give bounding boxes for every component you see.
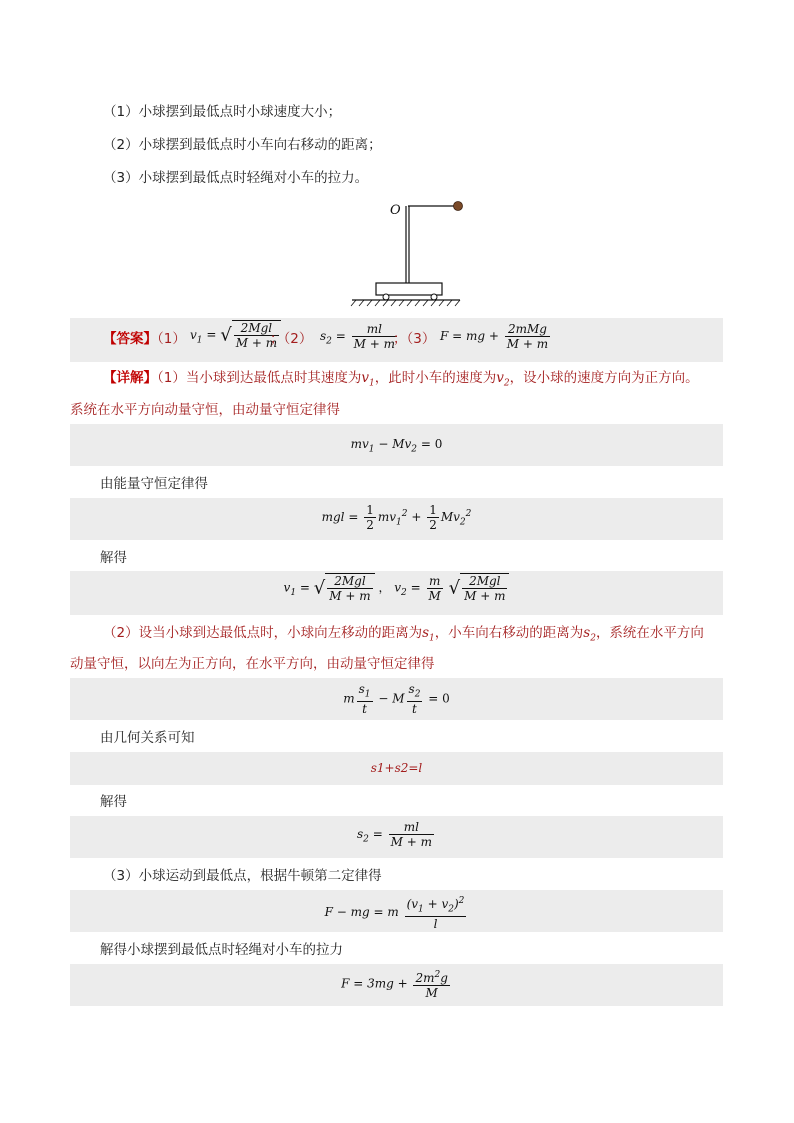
- eq-newton: F − mg = m $\frac{(v_1 + v_2)^2}{l}$: [324, 896, 465, 932]
- eq-s2: $s_2$ = $\frac{ml}{M + m}$: [357, 820, 432, 849]
- answer-part1-label: （1）: [157, 331, 186, 347]
- eq-force: F = 3mg + $\frac{2m^2g}{M}$: [341, 970, 448, 1000]
- answer-part2-label: ；（2）: [270, 331, 313, 347]
- answer-part3-label: ；（3）: [393, 331, 436, 347]
- question-1: （1）小球摆到最低点时小球速度大小；: [103, 104, 342, 120]
- cart-body: [376, 283, 442, 295]
- question-2: （2）小球摆到最低点时小车向右移动的距离；: [103, 137, 382, 153]
- detail-p2-line2: 动量守恒，以向左为正方向，在水平方向，由动量守恒定律得: [70, 656, 435, 672]
- eq-displacement: m $\frac{s_1}{t}$ − M $\frac{s_2}{t}$ = 0: [343, 682, 450, 717]
- detail-p2-line1: （2）设当小球到达最低点时，小球向左移动的距离为$s_1$，小车向右移动的距离为$s_2$，系统在水平方向: [103, 625, 704, 644]
- answer-tag: 【答案】: [103, 331, 157, 347]
- geo-intro: 由几何关系可知: [100, 730, 195, 746]
- eq-geometry: s1+s2=l: [370, 761, 423, 775]
- answer-eq-3: F = mg + $\frac{\text{2mMg}}{M + m}$: [440, 322, 549, 351]
- cart-wheel-left: [383, 294, 389, 300]
- ball: [454, 202, 463, 211]
- question-3: （3）小球摆到最低点时轻绳对小车的拉力。: [103, 170, 369, 186]
- answer-eq-1: $v_1$ = √ $\frac{\text{2Mgl}}{M + m}$: [190, 320, 281, 350]
- eq-momentum: $mv_1 - Mv_2 = 0$: [350, 437, 443, 455]
- solve-2-label: 解得: [100, 794, 127, 810]
- solve-1-label: 解得: [100, 550, 127, 566]
- detail-p1-line2: 系统在水平方向动量守恒，由动量守恒定律得: [70, 402, 340, 418]
- detail-p3-conclusion: 解得小球摆到最低点时轻绳对小车的拉力: [100, 942, 343, 958]
- detail-p3-line1: （3）小球运动到最低点，根据牛顿第二定律得: [103, 868, 382, 884]
- pivot-label: O: [390, 203, 401, 218]
- pendulum-cart-diagram: [346, 196, 466, 308]
- eq-energy: mgl = $\frac{1}{2}$ $mv_1^2$ + $\frac{1}{2}$ $Mv_2^2$: [321, 503, 472, 532]
- eq-velocities: $v_1$ = √ $\frac{\text{2Mgl}}{M + m}$ ， $v_2$ = $\frac{m}{M}$ √ $\frac{\text{2Mgl}}{M + m}$: [70, 573, 723, 603]
- ground-hatching: [351, 300, 460, 306]
- detail-p1-line1: 【详解】（1）当小球到达最低点时其速度为$v_1$，此时小车的速度为$v_2$，设小球的速度方向为正方向。: [103, 370, 699, 389]
- detail-tag: 【详解】: [103, 370, 157, 386]
- energy-intro: 由能量守恒定律得: [100, 476, 208, 492]
- answer-eq-2: $s_2$ = $\frac{ml}{M + m}$: [320, 322, 395, 351]
- cart-wheel-right: [431, 294, 437, 300]
